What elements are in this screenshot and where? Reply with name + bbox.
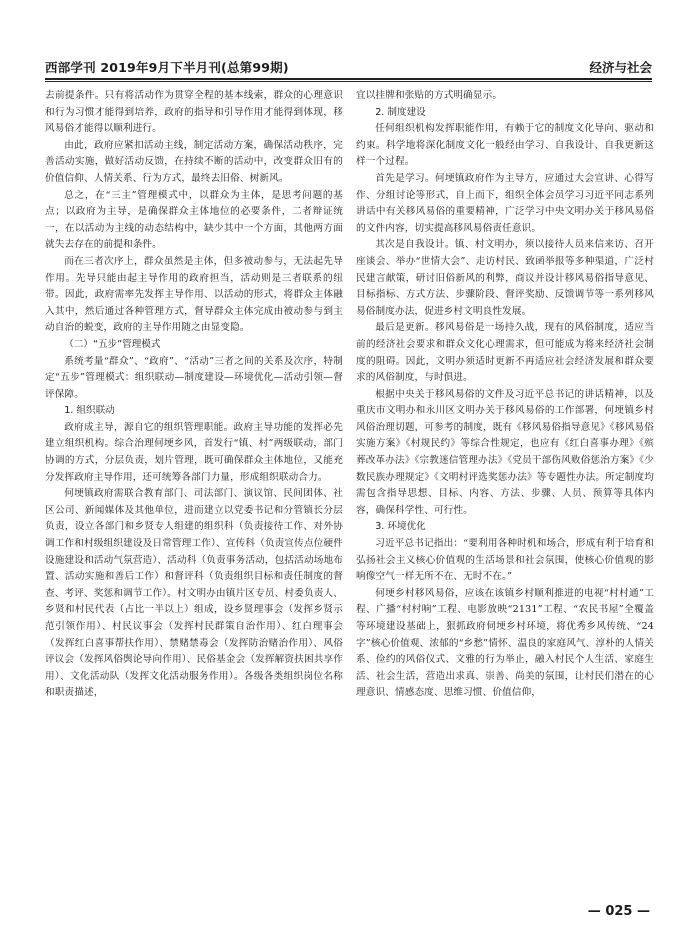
body-paragraph: 政府成主导，源自它的组织管理职能。政府主导功能的发挥必先建立组织机构。综合治理何埂乡风，首发行“镇、村”两级联动，部门协调的方式，分层负责，划片管理，既可确保群众主体地位，又能充分发挥政府主导作用，还可统筹各部门力量，形成组织联动合力。	[45, 421, 343, 483]
body-paragraph: 宜以挂牌和张贴的方式明确显示。	[356, 90, 503, 101]
section-heading: 2. 制度建设	[375, 106, 426, 118]
section-heading: 1. 组织联动	[64, 405, 115, 417]
body-paragraph: 根据中央关于移风易俗的文件及习近平总书记的讲话精神，以及重庆市文明办和永川区文明办关于移风易俗的工作部署，何埂镇乡村风俗治理切题，可参考的制度，既有《移风易俗指导意见》《移风易俗实施方案》《村规民约》等综合性规定，也应有《红白喜事办理》《殡葬改革办法》《宗教迷信管理办法》《党员干部伤风败俗惩治方案》《少数民族办理规定》《文明村评选奖惩办法》等专题性办法。所定制度均需包含指导思想、目标、内容、方法、步骤、人员、预算等具体内容，确保科学性、可行性。	[356, 388, 654, 516]
section-heading: 3. 环境优化	[375, 521, 426, 533]
running-header	[45, 56, 652, 78]
section-heading: （二）“五步”管理模式	[64, 338, 161, 350]
body-paragraph: 系统考量“群众”、“政府”、“活动”三者之间的关系及次序，特制定“五步”管理模式：组织联动—制度建设—环境优化—活动引领—督评保障。	[45, 355, 343, 400]
right-column	[356, 88, 654, 702]
body-paragraph: 最后是更新。移风易俗是一场持久战，现有的风俗制度，适应当前的经济社会要求和群众文化心理需求，但可能成为将来经济社会制度的阻碍。因此，文明办须适时更新不再适应社会经济发展和群众要求的风俗制度，与时俱进。	[356, 322, 654, 384]
body-paragraph: 何埂镇政府需联合教育部门、司法部门、演议馆、民间团体、社区公司、新闻媒体及其他单位，进而建立以党委书记和分管镇长分层负责，设立各部门和乡贤专人组建的组织科（负责接待工作、对外协调工作和村级组织建设及日常管理工作）、宣传科（负责宣传点位硬件设施建设和活动气氛营造）、活动科（负责事务活动，包括活动场地布置、活动实施和善后工作）和督评科（负责组织目标和责任制度的督查、考评、奖惩和调节工作）。村文明办由镇片区专员、村委负责人、乡贤和村民代表（占比一半以上）组成，设乡贤理事会（发挥乡贤示范引领作用）、村民议事会（发挥村民群策自治作用）、红白理事会（发挥红白喜事帮扶作用）、禁赌禁毒会（发挥防治赌治作用）、风俗评议会（发挥风俗舆论导向作用）、民俗基金会（发挥解资扶困共享作用）、文化活动队（发挥文化活动服务作用）。各级各类组织岗位名称和职责描述，	[45, 488, 343, 699]
body-paragraph: 去前提条件。只有将活动作为贯穿全程的基本线索，群众的心理意识和行为习惯才能得到培养，政府的指导和引导作用才能得到体现，移风易俗才能得以顺利进行。	[45, 90, 343, 135]
body-paragraph: 何埂乡村移风易俗，应该在该镇乡村顺利推进的电视“村村通”工程、广播“村村响”工程、电影放映“2131”工程、“农民书屋”全覆盖等环境建设基础上，狠抓政府伺埂乡村环境，将优秀乡风传统、“24字”核心价值观、浓郁的“乡愁”情怀、温良的家庭风气、淳朴的人情关系、俭约的风俗仪式、文雅的行为举止，融入村民个人生活、家庭生活、社会生活，营造出求真、崇善、尚美的氛围，让村民们潜在的心理意识、情感态度、思维习惯、价值信仰，	[356, 587, 654, 699]
body-paragraph: 习近平总书记指出：“要利用各种时机和场合，形成有利于培育和弘扬社会主义核心价值观的生活场景和社会氛围，使核心价值观的影响像空气一样无所不在、无时不在。”	[356, 538, 654, 583]
section-title: 经济与社会	[589, 60, 652, 75]
journal-title: 西部学刊 2019年9月下半月刊(总第99期)	[45, 60, 289, 75]
body-paragraph: 任何组织机构发挥职能作用，有赖于它的制度文化导向、驱动和约束。科学地将深化制度文化一般经由学习、自我设计、自我更新这样一个过程。	[356, 123, 654, 168]
header-rule	[45, 78, 652, 82]
page-number: — 025 —	[587, 904, 650, 919]
body-paragraph: 首先是学习。何埂镇政府作为主导方，应通过大会宣讲、心得写作、分组讨论等形式，自上而下，组织全体会员学习习近平同志系列讲话中有关移风易俗的重要精神，广泛学习中央文明办关于移风易俗的文件内容，切实提高移风易俗责任意识。	[356, 172, 654, 234]
body-paragraph: 总之，在“三主”管理模式中，以群众为主体，是思考问题的基点；以政府为主导，是确保群众主体地位的必要条件，二者辩证统一，在以活动为主线的动态结构中，缺少其中一个方面，其他两方面就失去存在的前提和条件。	[45, 189, 343, 251]
body-paragraph: 由此，政府应紧扣活动主线，制定活动方案，确保活动秩序，完善活动实施，做好活动反馈，在持续不断的活动中，改变群众旧有的价值信仰、人情关系、行为方式，最终去旧俗、树新风。	[45, 139, 343, 184]
left-column	[45, 88, 343, 702]
body-paragraph: 其次是自我设计。镇、村文明办，须以接待人员来信来访、召开座谈会、举办“世情大会”、走访村民、致函举报等多种渠道，广泛村民建言献策，研讨旧俗新风的利弊，商议并设计移风易俗指导意见、目标指标、方式方法、步骤阶段、督评奖励、反馈调节等一系列移风易俗制度办法，促进乡村文明良性发展。	[356, 239, 654, 317]
body-paragraph: 而在三者次序上，群众虽然是主体，但多被动参与，无法起先导作用。先导只能由起主导作用的政府担当，活动则是三者联系的纽带。因此，政府需率先发挥主导作用、以活动的形式，将群众主体融入其中，然后通过各种管理方式，督导群众主体完成由被动参与到主动自治的蜕变，政府的主导作用随之由显变隐。	[45, 255, 343, 334]
